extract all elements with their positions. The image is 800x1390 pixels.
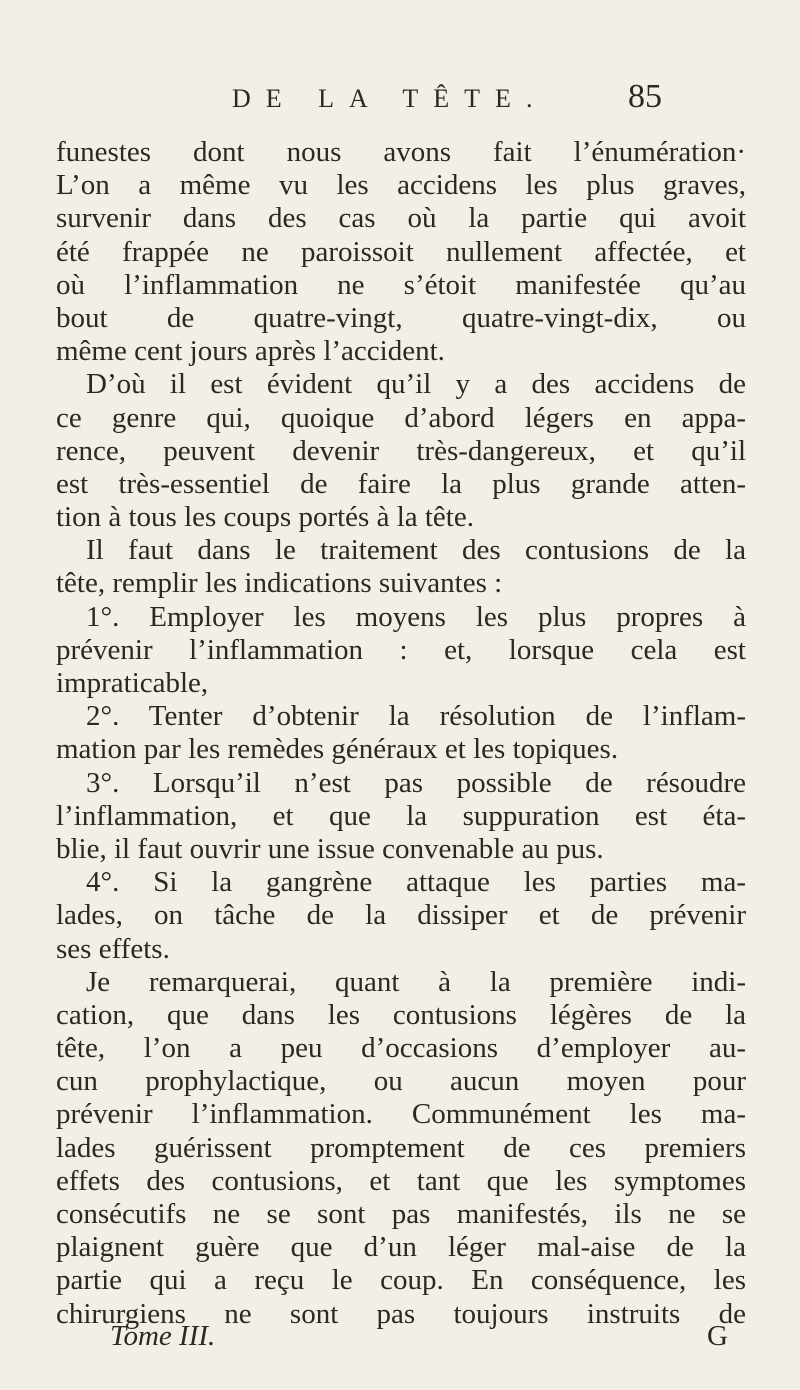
text-line: Je remarquerai, quant à la première indi- [86,965,746,998]
volume-label: Tome III. [110,1320,216,1352]
text-line: 4°. Si la gangrène attaque les parties ma- [86,866,746,899]
text-line: mation par les remèdes généraux et les topiques. [56,733,619,766]
text-line: ce genre qui, quoique d’abord légers en appa- [56,401,746,434]
text-line: L’on a même vu les accidens les plus graves, [56,169,746,202]
text-line: où l’inflammation ne s’étoit manifestée qu’au [56,268,746,301]
text-line: bout de quatre-vingt, quatre-vingt-dix, ou [56,301,746,334]
text-line: cun prophylactique, ou aucun moyen pour [56,1065,746,1098]
text-line: 1°. Employer les moyens les plus propres à [86,600,746,633]
text-line: 2°. Tenter d’obtenir la résolution de l’inflam- [86,700,746,733]
running-head: DE LA TÊTE. [232,84,548,113]
text-line: ses effets. [56,932,170,965]
text-line: lades guérissent promptement de ces premiers [56,1131,746,1164]
page-number: 85 [628,78,662,115]
text-line: tête, remplir les indications suivantes : [56,567,503,600]
page-header [0,78,800,124]
text-line: plaignent guère que d’un léger mal-aise de la [56,1231,746,1264]
text-line: prévenir l’inflammation. Communément les ma- [56,1098,746,1131]
text-line: tête, l’on a peu d’occasions d’employer au- [56,1032,746,1065]
text-line: lades, on tâche de la dissiper et de prévenir [56,899,746,932]
text-line: D’où il est évident qu’il y a des accidens de [86,368,746,401]
text-line: été frappée ne paroissoit nullement affectée, et [56,235,746,268]
text-line: est très-essentiel de faire la plus grande atten- [56,467,746,500]
text-line: partie qui a reçu le coup. En conséquence, les [56,1264,746,1297]
signature-mark: G [707,1320,728,1352]
page-footer [110,1320,728,1356]
text-line: tion à tous les coups portés à la tête. [56,501,474,534]
text-line: cation, que dans les contusions légères de la [56,998,746,1031]
text-line: prévenir l’inflammation : et, lorsque cela est [56,633,746,666]
body-text [56,136,746,1331]
text-line: rence, peuvent devenir très-dangereux, et qu’il [56,434,746,467]
text-line: survenir dans des cas où la partie qui avoit [56,202,746,235]
text-line: l’inflammation, et que la suppuration est éta- [56,799,746,832]
text-line: 3°. Lorsqu’il n’est pas possible de résoudre [86,766,746,799]
text-line: effets des contusions, et tant que les symptomes [56,1164,746,1197]
text-line: funestes dont nous avons fait l’énumération· [56,136,746,168]
text-line: consécutifs ne se sont pas manifestés, ils ne se [56,1198,746,1230]
text-line: blie, il faut ouvrir une issue convenable au pus. [56,832,604,865]
text-line: même cent jours après l’accident. [56,335,445,368]
text-line: chirurgiens ne sont pas toujours instruits de [56,1297,746,1330]
text-line: impraticable, [56,667,209,699]
text-line: Il faut dans le traitement des contusions de la [86,534,746,567]
